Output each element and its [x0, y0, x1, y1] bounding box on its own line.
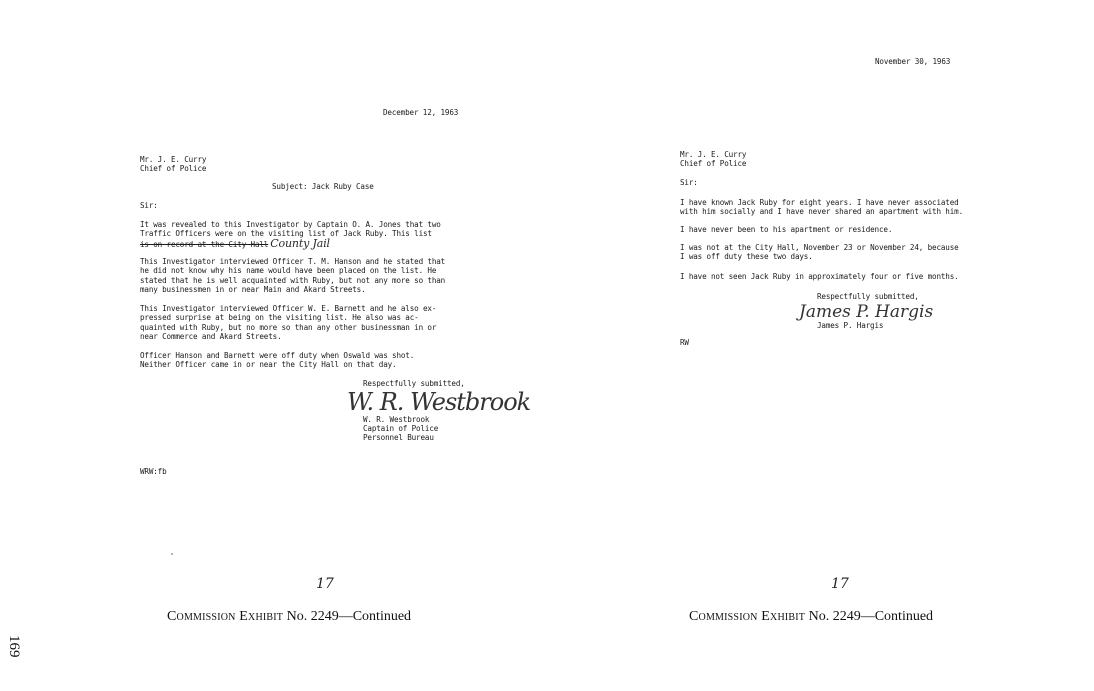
paragraph-line	[140, 236, 441, 250]
letter-paragraph	[680, 243, 959, 262]
paragraph-line: near Commerce and Akard Streets.	[140, 331, 282, 341]
page-mark: 17	[316, 576, 334, 592]
handwritten-correction: County Jail	[270, 236, 330, 250]
struck-text: is on record at the City Hall	[140, 239, 269, 249]
paragraph-line: pressed surprise at being on the visiting list. He also was ac-	[140, 313, 419, 323]
signature: James P. Hargis	[799, 302, 934, 322]
addressee-name: Mr. J. E. Curry	[680, 150, 747, 159]
exhibit-caption	[167, 609, 411, 625]
letter-paragraph	[140, 257, 445, 294]
letter-date: December 12, 1963	[383, 108, 459, 117]
salutation: Sir:	[140, 201, 158, 210]
paragraph-line: quainted with Ruby, but no more so than any other businessman in or	[140, 322, 437, 332]
salutation: Sir:	[680, 178, 698, 187]
subject-line: Subject: Jack Ruby Case	[272, 182, 374, 191]
scan-speck	[171, 553, 173, 555]
addressee-name: Mr. J. E. Curry	[140, 155, 207, 164]
caption-prefix: Commission Exhibit	[167, 609, 284, 624]
exhibit-caption	[689, 609, 933, 625]
paragraph-line: with him socially and I have never shared an apartment with him.	[680, 207, 963, 217]
signer-unit: Personnel Bureau	[363, 433, 434, 442]
paragraph-line: I was not at the City Hall, November 23 or November 24, because	[680, 243, 959, 252]
paragraph-line: I have never been to his apartment or residence.	[680, 225, 893, 234]
paragraph-line: I have not seen Jack Ruby in approximately four or five months.	[680, 272, 959, 281]
typist-initials: WRW:fb	[140, 467, 167, 476]
closing: Respectfully submitted,	[817, 292, 919, 301]
paragraph-line: I was off duty these two days.	[680, 252, 813, 262]
page-mark: 17	[831, 576, 849, 592]
paragraph-line: Neither Officer came in or near the City Hall on that day.	[140, 360, 397, 370]
addressee-title: Chief of Police	[680, 159, 747, 168]
caption-suffix: No. 2249—Continued	[286, 609, 412, 624]
closing: Respectfully submitted,	[363, 379, 465, 388]
letter-paragraph	[680, 198, 963, 217]
signer-title: Captain of Police	[363, 424, 439, 433]
caption-suffix: No. 2249—Continued	[808, 609, 934, 624]
paragraph-line: stated that he is well acquainted with Ruby, but not any more so than	[140, 275, 446, 285]
letter-date: November 30, 1963	[875, 57, 951, 66]
letter-paragraph	[680, 272, 959, 281]
caption-prefix: Commission Exhibit	[689, 609, 806, 624]
right-letter-page	[547, 0, 1094, 691]
signer-name: W. R. Westbrook	[363, 415, 430, 424]
letter-paragraph	[140, 351, 414, 370]
paragraph-line: Traffic Officers were on the visiting list of Jack Ruby. This list	[140, 229, 432, 239]
paragraph-line: many businessmen in or near Main and Akard Streets.	[140, 284, 366, 294]
page-number: 169	[6, 635, 22, 658]
signature: W. R. Westbrook	[347, 388, 531, 416]
signer-name: James P. Hargis	[817, 321, 884, 330]
paragraph-line: he did not know why his name would have been placed on the list. He	[140, 266, 437, 276]
paragraph-line: I have known Jack Ruby for eight years. I have never associated	[680, 198, 959, 207]
addressee-title: Chief of Police	[140, 164, 207, 173]
paragraph-line: This Investigator interviewed Officer W. E. Barnett and he also ex-	[140, 304, 437, 313]
typist-initials: RW	[680, 338, 689, 347]
paragraph-line: It was revealed to this Investigator by Captain O. A. Jones that two	[140, 220, 441, 229]
paragraph-line: Officer Hanson and Barnett were off duty when Oswald was shot.	[140, 351, 415, 360]
letter-paragraph	[680, 225, 892, 234]
letter-paragraph	[140, 304, 436, 341]
paragraph-line: This Investigator interviewed Officer T. M. Hanson and he stated that	[140, 257, 446, 266]
letter-paragraph	[140, 220, 441, 249]
